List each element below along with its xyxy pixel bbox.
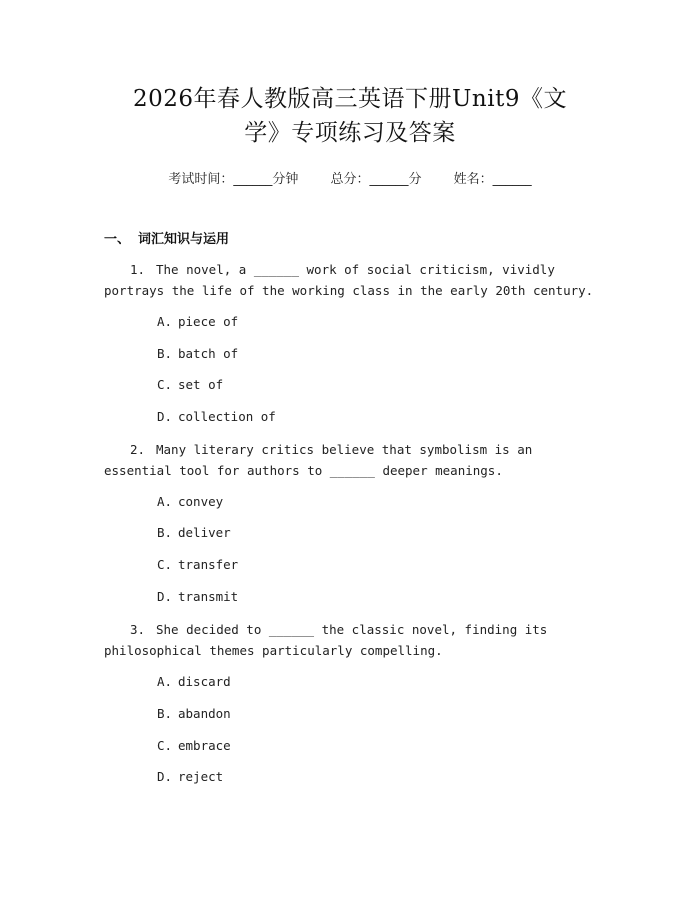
option-letter: C. [157,377,173,392]
option-text: set of [178,377,224,392]
question-3-option-d [157,768,223,786]
option-letter: B. [157,706,173,721]
question-number: 2. [130,442,146,457]
section-title: 词汇知识与运用 [138,232,230,247]
question-1-option-d [157,408,276,426]
total-score-blank: ______ [369,172,409,187]
exam-time-label: 考试时间： [168,172,234,187]
exam-meta-line [0,168,700,187]
student-name-label: 姓名： [453,172,493,187]
question-2 [104,439,604,481]
option-text: transfer [178,557,239,572]
option-letter: B. [157,525,173,540]
question-2-option-c [157,556,238,574]
option-text: piece of [178,314,239,329]
total-score-label: 总分： [330,172,370,187]
question-text: Many literary critics believe that symbolism is an essential tool for authors to ______ deeper meanings. [104,442,533,478]
option-text: deliver [178,525,231,540]
question-text: She decided to ______ the classic novel, finding its philosophical themes particularly compelling. [104,622,548,658]
question-1-option-c [157,376,223,394]
exam-time-field [168,168,298,187]
total-score-field [330,168,421,187]
option-text: collection of [178,409,276,424]
section-heading [104,228,229,247]
exam-time-blank: ______ [233,172,273,187]
total-score-unit: 分 [408,172,422,187]
option-text: embrace [178,738,231,753]
question-number: 3. [130,622,146,637]
exam-time-unit: 分钟 [272,172,299,187]
option-letter: B. [157,346,173,361]
question-3-option-c [157,737,231,755]
section-number: 一、 [104,232,131,247]
question-2-option-a [157,493,223,511]
option-letter: D. [157,769,173,784]
option-letter: A. [157,674,173,689]
option-letter: D. [157,409,173,424]
option-text: abandon [178,706,231,721]
option-letter: C. [157,738,173,753]
question-2-option-b [157,524,231,542]
document-title [90,82,610,150]
option-letter: C. [157,557,173,572]
option-letter: D. [157,589,173,604]
option-text: batch of [178,346,239,361]
option-text: reject [178,769,224,784]
option-text: discard [178,674,231,689]
question-1 [104,259,604,301]
question-text: The novel, a ______ work of social criticism, vividly portrays the life of the working class in the early 20th century. [104,262,594,298]
student-name-blank: ______ [492,172,532,187]
option-text: convey [178,494,224,509]
title-line-1: 2026年春人教版高三英语下册Unit9《文 [133,86,567,112]
question-3-option-b [157,705,231,723]
option-letter: A. [157,314,173,329]
question-1-option-a [157,313,238,331]
question-2-option-d [157,588,238,606]
option-letter: A. [157,494,173,509]
title-line-2: 学》专项练习及答案 [244,120,456,146]
student-name-field [454,168,532,187]
question-number: 1. [130,262,146,277]
question-1-option-b [157,345,238,363]
question-3-option-a [157,673,231,691]
option-text: transmit [178,589,239,604]
question-3 [104,619,604,661]
